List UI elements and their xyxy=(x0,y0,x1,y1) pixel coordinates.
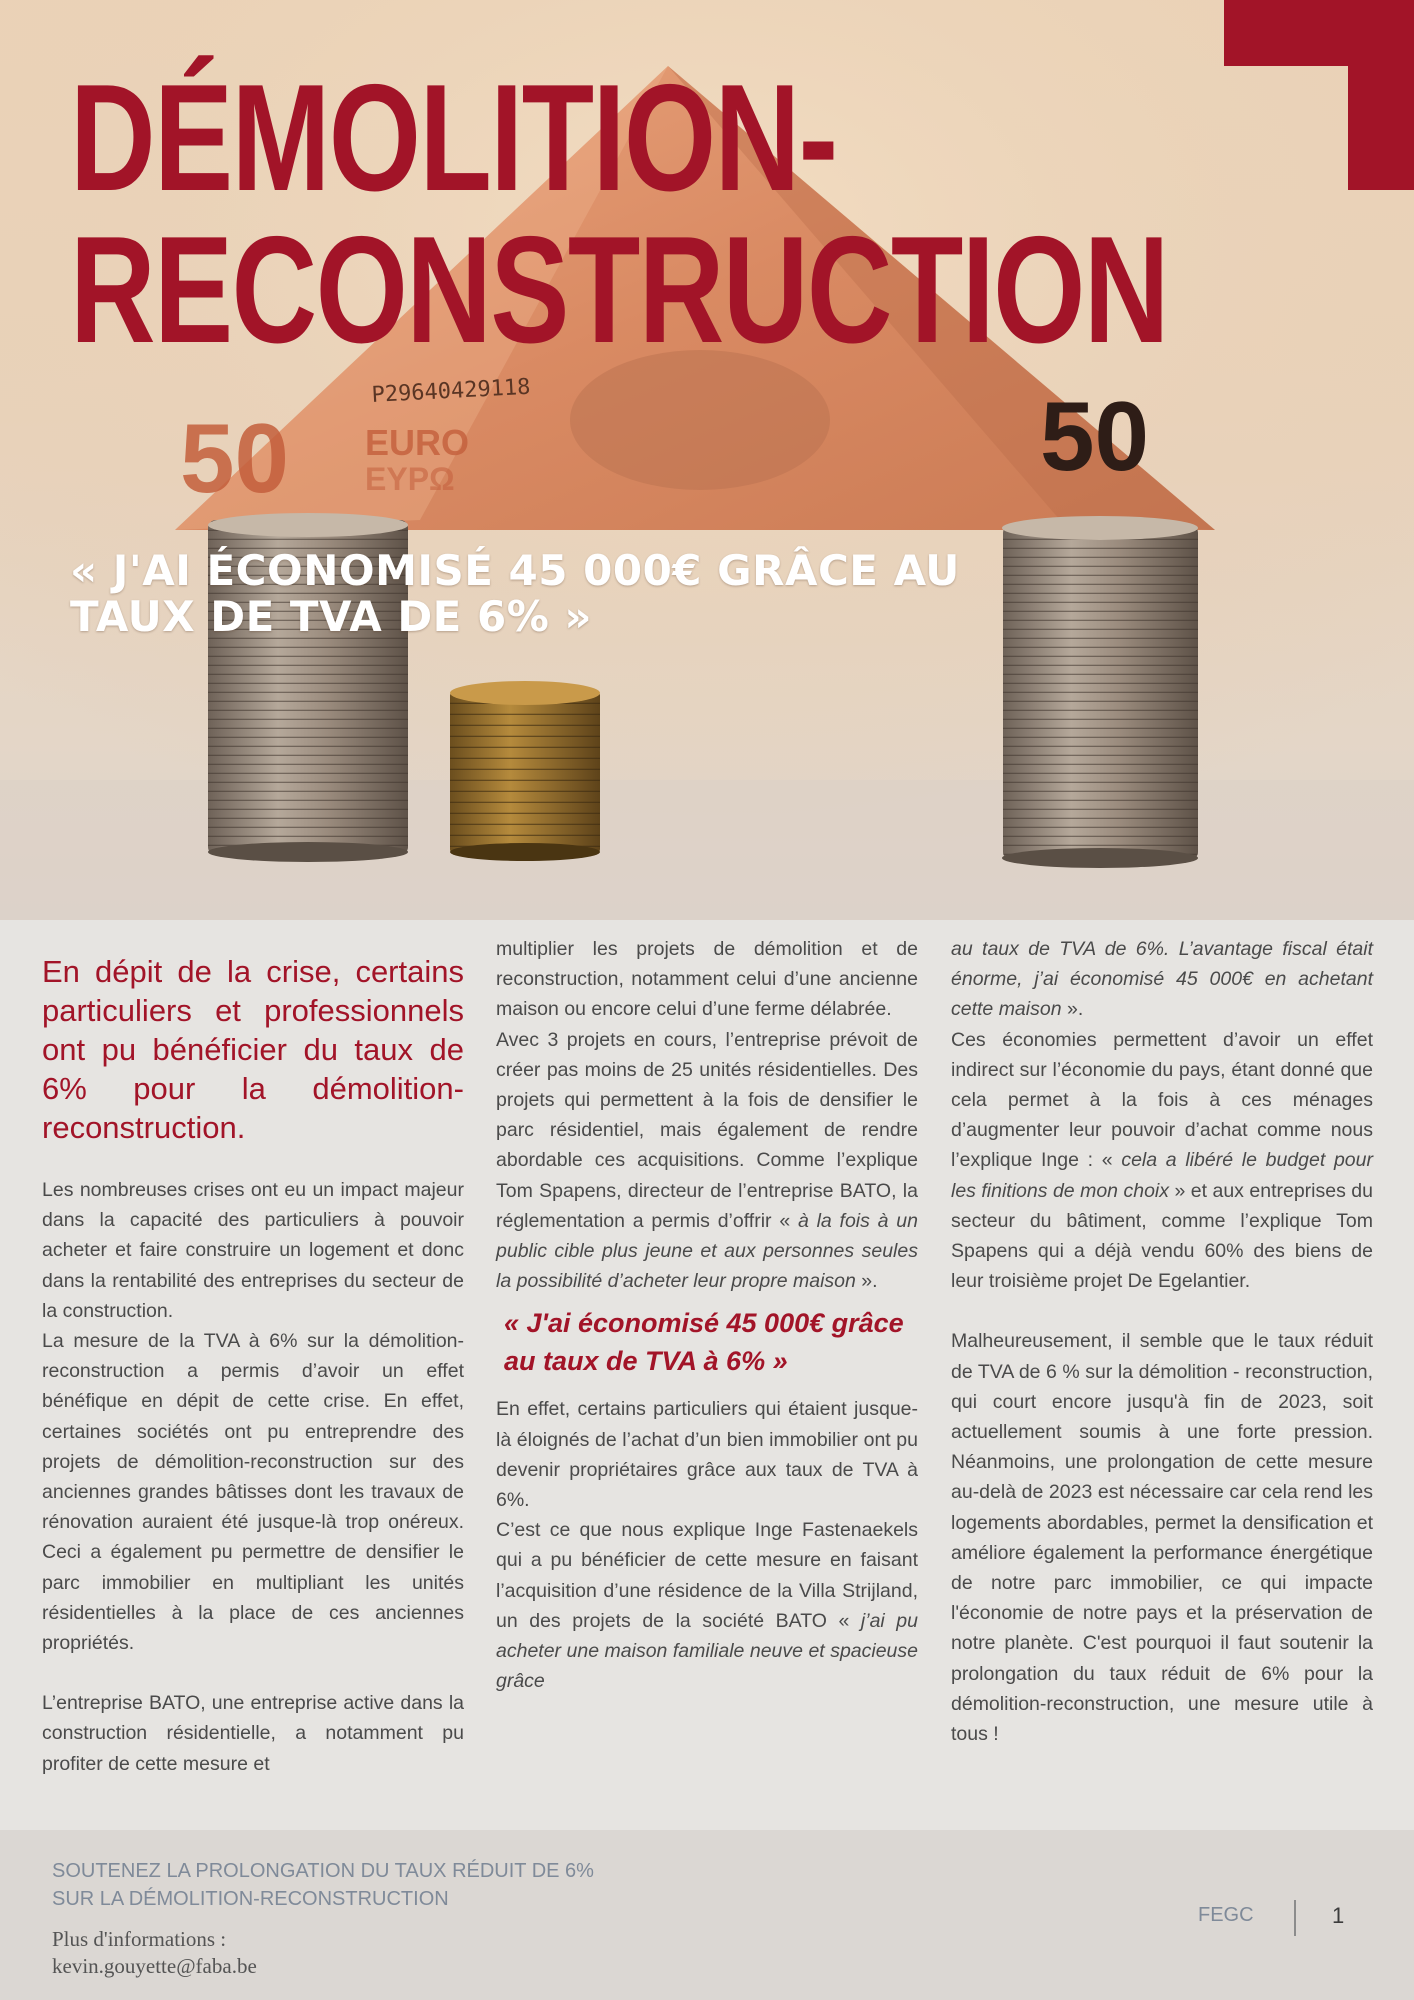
cta-line-1: SOUTENEZ LA PROLONGATION DU TAUX RÉDUIT DE 6% xyxy=(52,1860,594,1882)
corner-bracket-icon xyxy=(1224,0,1414,190)
column-3 xyxy=(951,934,1373,1749)
paragraph: L’entreprise BATO, une entreprise active dans la construction résidentielle, a notamment pu profiter de cette mesure et xyxy=(42,1692,464,1775)
banknote-value-right: 50 xyxy=(1040,381,1150,491)
paragraph: Malheureusement, il semble que le taux réduit de TVA de 6 % sur la démolition - reconstruction, qui court encore jusqu'à fin de 2023, soit actuellement soumis à une forte pression. Néanmoins, une prolongation de cette mesure au-delà de 2023 est nécessaire car cela rend les logements abordables, permet la densification et améliore également la performance énergétique de notre parc immobilier, ce qui impacte l'économie de notre pays et la préservation de notre planète. C'est pourquoi il faut soutenir la prolongation du taux réduit de 6% pour la démolition-reconstruction, une mesure utile à tous ! xyxy=(951,1330,1373,1746)
paragraph: multiplier les projets de démolition et de reconstruction, notamment celui d’une ancienne maison ou encore celui d’une ferme délabrée. xyxy=(496,938,918,1021)
title-line-2: RECONSTRUCTION xyxy=(70,205,1168,375)
banknote-value-left: 50 xyxy=(180,403,290,513)
contact-info xyxy=(52,1926,257,1980)
contact-email-link[interactable]: kevin.gouyette@faba.be xyxy=(52,1954,257,1978)
quote-tom-spapens: à la fois à un public cible plus jeune et aux personnes seules la possibilité d’acheter leur propre maison xyxy=(496,1209,918,1293)
page-number: 1 xyxy=(1332,1903,1345,1928)
contact-label: Plus d'informations : xyxy=(52,1927,227,1951)
paragraph: Ces économies permettent d’avoir un effet indirect sur l’économie du pays, étant donné que cela permet à la fois à ces ménages d’augmenter leur pouvoir d’achat comme nous l’explique Inge : « cela a libéré le budget pour les finitions de mon choix » et aux entreprises du secteur du bâtiment, comme l’explique Tom Spapens qui a déjà vendu 60% des biens de leur troisième projet De Egelantier. xyxy=(951,1028,1373,1293)
banknote-serial: P29640429118 xyxy=(371,374,532,408)
column-1 xyxy=(42,934,464,1779)
paragraph: En effet, certains particuliers qui étaient jusque-là éloignés de l’achat d’un bien immobilier ont pu devenir propriétaires grâce aux taux de TVA à 6%. xyxy=(496,1398,918,1512)
hero-quote: « J'AI ÉCONOMISÉ 45 000€ GRÂCE AU TAUX DE TVA DE 6% » xyxy=(70,546,960,641)
title-line-1: DÉMOLITION- xyxy=(70,53,837,223)
quote-inge-continued: au taux de TVA de 6%. L’avantage fiscal était énorme, j’ai économisé 45 000€ en achetant cette maison xyxy=(951,938,1373,1021)
footer-call-to-action xyxy=(52,1857,594,1913)
paragraph: Les nombreuses crises ont eu un impact majeur dans la capacité des particuliers à pouvoir acheter et faire construire un logement et donc dans la rentabilité des entreprises du secteur de la construction. xyxy=(42,1179,464,1322)
paragraph: La mesure de la TVA à 6% sur la démolition-reconstruction a permis d’avoir un effet bénéfique en dépit de cette crise. En effet, certaines sociétés ont pu entreprendre des projets de démolition-reconstruction sur des anciennes grandes bâtisses dont les travaux de rénovation auraient été jusque-là trop onéreux. Ceci a également pu permettre de densifier le parc immobilier en multipliant les unités résidentielles à la place de ces anciennes propriétés. xyxy=(42,1330,464,1655)
paragraph: C’est ce que nous explique Inge Fastenaekels qui a pu bénéficier de cette mesure en faisant l’acquisition d’une résidence de la Villa Strijland, un des projets de la société BATO « j’ai pu acheter une maison familiale neuve et spacieuse grâce xyxy=(496,1519,918,1693)
organization-name: FEGC xyxy=(1198,1904,1254,1926)
column-2 xyxy=(496,934,918,1696)
banknote-currency-greek: EYPΩ xyxy=(365,461,455,497)
quote-inge-fastenaekels: j’ai pu acheter une maison familiale neuve et spacieuse grâce xyxy=(496,1609,918,1693)
banknote-currency: EURO xyxy=(365,422,470,463)
paragraph: au taux de TVA de 6%. L’avantage fiscal était énorme, j’ai économisé 45 000€ en achetant cette maison ». xyxy=(951,938,1373,1021)
pull-quote: « J'ai économisé 45 000€ grâce au taux de TVA à 6% » xyxy=(504,1308,904,1377)
paragraph: Avec 3 projets en cours, l’entreprise prévoit de créer pas moins de 25 unités résidentielles. Des projets qui permettent à la fois de densifier le parc résidentiel, mais également de rendre abordable ces acquisitions. Comme l’explique Tom Spapens, directeur de l’entreprise BATO, la réglementation a permis d’offrir « à la fois à un public cible plus jeune et aux personnes seules la possibilité d’acheter leur propre maison ». xyxy=(496,1028,918,1293)
lead-paragraph: En dépit de la crise, certains particuliers et professionnels ont pu bénéficier du taux de 6% pour la démolition-reconstruction. xyxy=(42,954,464,1145)
page-title xyxy=(70,53,1168,375)
footer-divider xyxy=(1294,1900,1296,1936)
quote-inge-budget: cela a libéré le budget pour les finitions de mon choix xyxy=(951,1149,1373,1202)
hero-banner xyxy=(0,0,1414,920)
page-footer xyxy=(0,1830,1414,2000)
cta-line-2: SUR LA DÉMOLITION-RECONSTRUCTION xyxy=(52,1888,449,1910)
article-body xyxy=(0,920,1414,1830)
